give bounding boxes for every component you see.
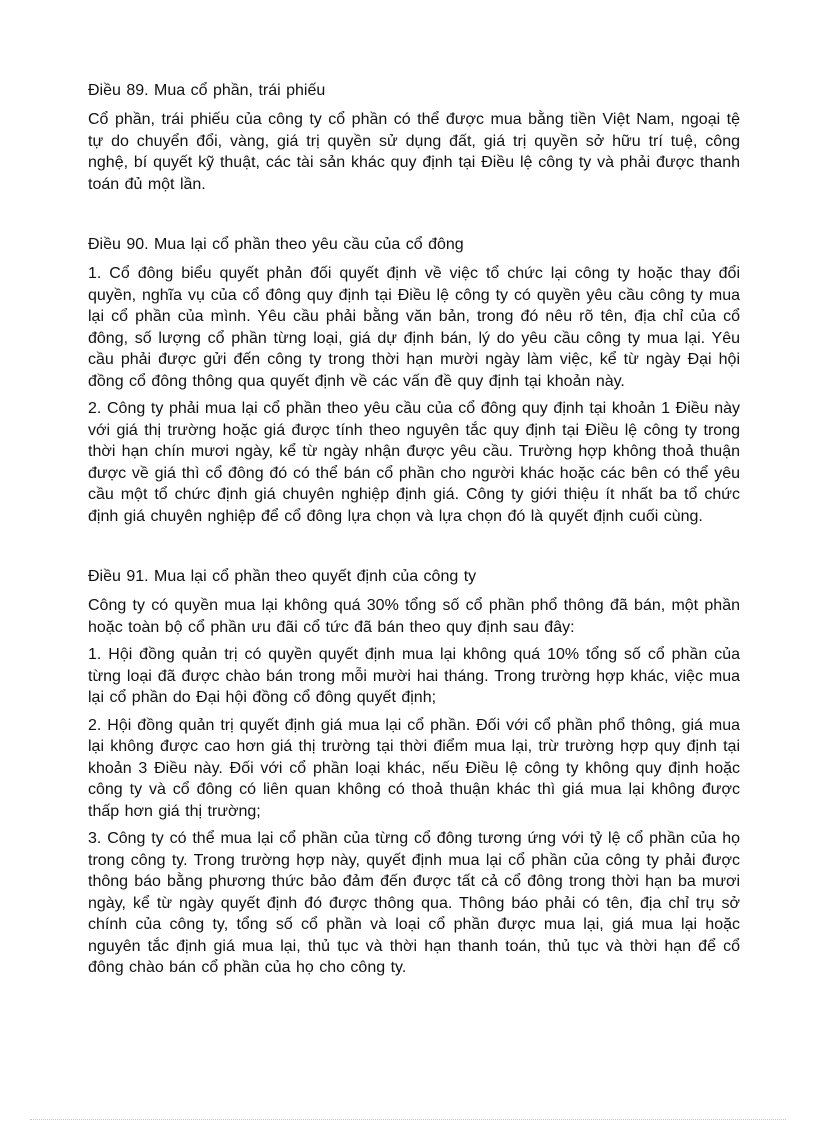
article-paragraph: 1. Cổ đông biểu quyết phản đối quyết định về việc tổ chức lại công ty hoặc thay đổi quyền, nghĩa vụ của cổ đông quy định tại Điều lệ công ty có quyền yêu cầu công ty mua lại cổ phần của mình. Yêu cầu phải bằng văn bản, trong đó nêu rõ tên, địa chỉ của cổ đông, số lượng cổ phần từng loại, giá dự định bán, lý do yêu cầu công ty mua lại. Yêu cầu phải được gửi đến công ty trong thời hạn mười ngày làm việc, kể từ ngày Đại hội đồng cổ đông thông qua quyết định về các vấn đề quy định tại khoản này.	[88, 265, 740, 390]
page-bottom-border	[30, 1119, 786, 1120]
article-91	[88, 566, 740, 979]
section-spacer	[88, 533, 740, 566]
article-90	[88, 234, 740, 527]
article-paragraph: Công ty có quyền mua lại không quá 30% tổng số cổ phần phổ thông đã bán, một phần hoặc toàn bộ cổ phần ưu đãi cổ tức đã bán theo quy định sau đây:	[88, 597, 740, 636]
article-heading: Điều 89. Mua cổ phần, trái phiếu	[88, 82, 326, 99]
article-paragraph: 2. Công ty phải mua lại cổ phần theo yêu cầu của cổ đông quy định tại khoản 1 Điều này với giá thị trường hoặc giá được tính theo nguyên tắc quy định tại Điều lệ công ty trong thời hạn chín mươi ngày, kể từ ngày nhận được yêu cầu. Trường hợp không thoả thuận được về giá thì cổ đông đó có thể bán cổ phần cho người khác hoặc các bên có thể yêu cầu một tổ chức định giá chuyên nghiệp định giá. Công ty giới thiệu ít nhất ba tổ chức định giá chuyên nghiệp để cổ đông lựa chọn và lựa chọn đó là quyết định cuối cùng.	[88, 400, 740, 525]
article-heading: Điều 91. Mua lại cổ phần theo quyết định của công ty	[88, 568, 477, 585]
article-paragraph: 1. Hội đồng quản trị có quyền quyết định mua lại không quá 10% tổng số cổ phần của từng loại đã được chào bán trong mỗi mười hai tháng. Trong trường hợp khác, việc mua lại cổ phần do Đại hội đồng cổ đông quyết định;	[88, 646, 740, 706]
article-89	[88, 80, 740, 195]
section-spacer	[88, 201, 740, 234]
document-page	[88, 80, 740, 985]
article-paragraph: 2. Hội đồng quản trị quyết định giá mua lại cổ phần. Đối với cổ phần phổ thông, giá mua lại không được cao hơn giá thị trường tại thời điểm mua lại, trừ trường hợp quy định tại khoản 3 Điều này. Đối với cổ phần loại khác, nếu Điều lệ công ty không quy định hoặc công ty và cổ đông có liên quan không có thoả thuận khác thì giá mua lại không được thấp hơn giá thị trường;	[88, 716, 740, 820]
article-heading: Điều 90. Mua lại cổ phần theo yêu cầu của cổ đông	[88, 236, 464, 253]
article-paragraph: Cổ phần, trái phiếu của công ty cổ phần có thể được mua bằng tiền Việt Nam, ngoại tệ tự do chuyển đổi, vàng, giá trị quyền sử dụng đất, giá trị quyền sở hữu trí tuệ, công nghệ, bí quyết kỹ thuật, các tài sản khác quy định tại Điều lệ công ty và phải được thanh toán đủ một lần.	[88, 111, 740, 193]
article-paragraph: 3. Công ty có thể mua lại cổ phần của từng cổ đông tương ứng với tỷ lệ cổ phần của họ trong công ty. Trong trường hợp này, quyết định mua lại cổ phần của công ty phải được thông báo bằng phương thức bảo đảm đến được tất cả cổ đông trong thời hạn ba mươi ngày, kể từ ngày quyết định đó được thông qua. Thông báo phải có tên, địa chỉ trụ sở chính của công ty, tổng số cổ phần và loại cổ phần được mua lại, giá mua lại hoặc nguyên tắc định giá mua lại, thủ tục và thời hạn thanh toán, thủ tục và thời hạn để cổ đông chào bán cổ phần của họ cho công ty.	[88, 830, 740, 976]
